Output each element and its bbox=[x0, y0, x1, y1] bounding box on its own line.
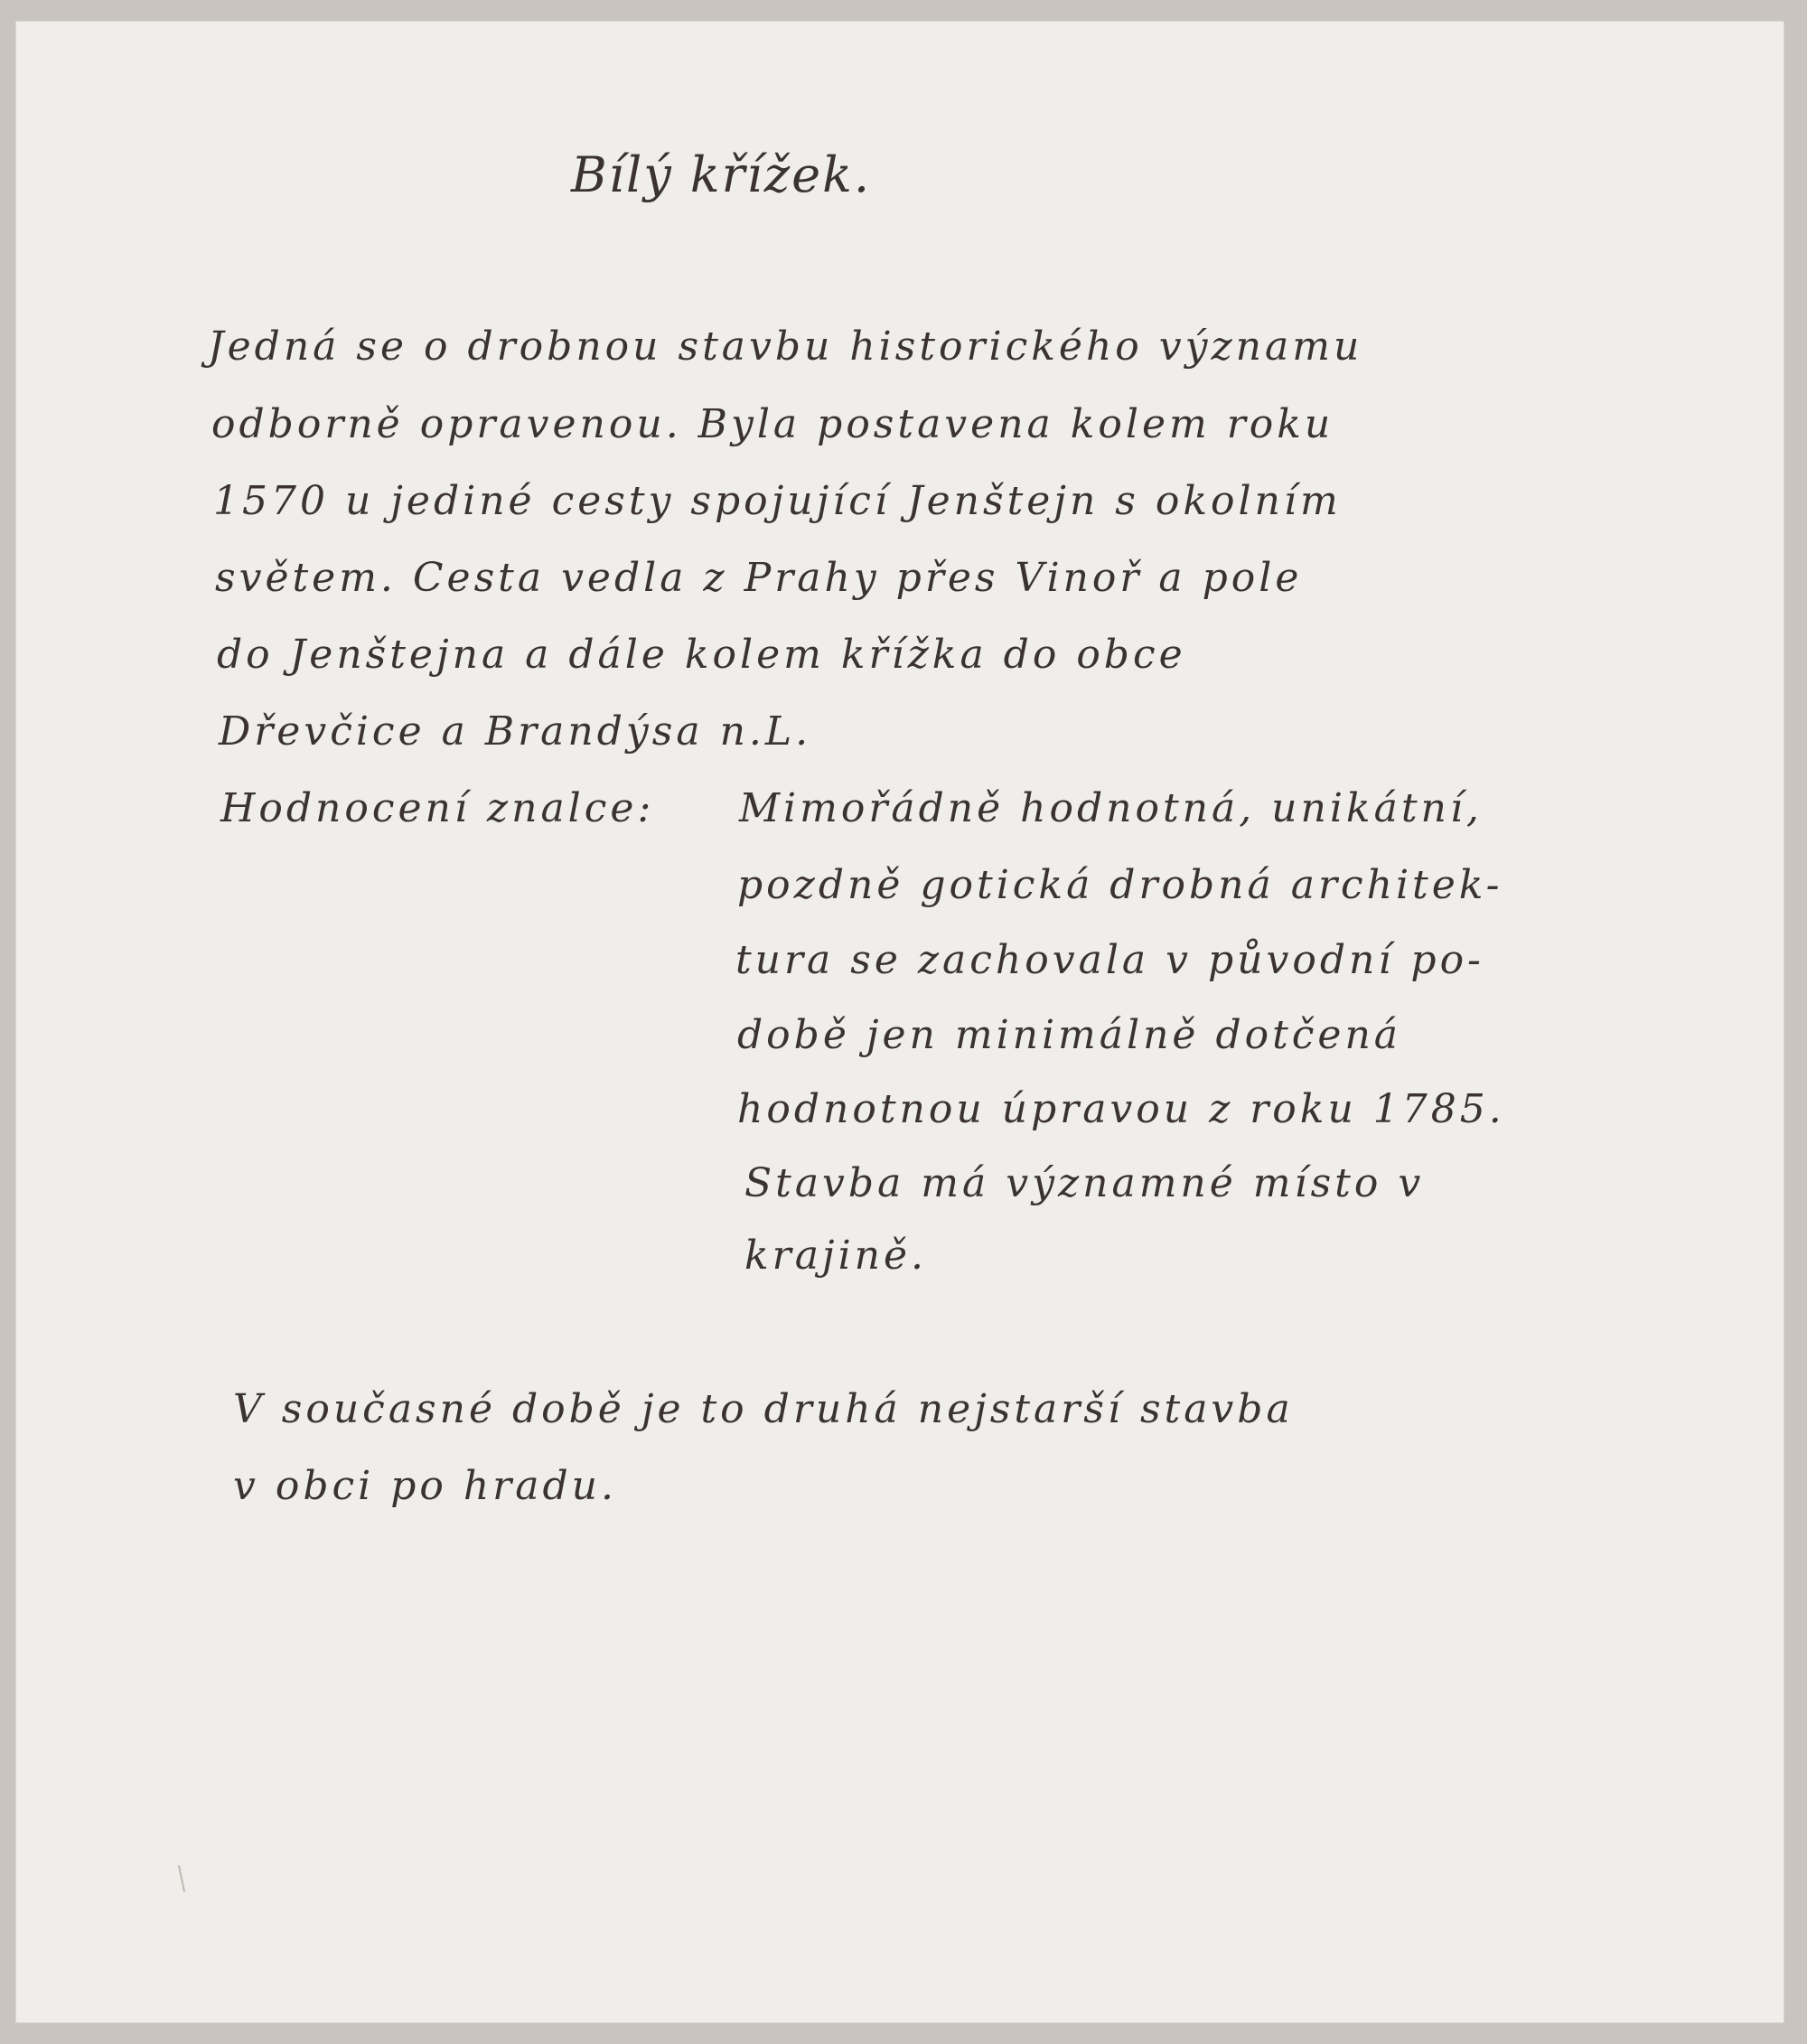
paragraph-1-line-4: světem. Cesta vedla z Prahy přes Vinoř a pole bbox=[215, 555, 1303, 601]
assessment-line-7: krajině. bbox=[744, 1233, 928, 1279]
assessment-line-4: době jen minimálně dotčená bbox=[737, 1012, 1402, 1058]
paragraph-1-line-3: 1570 u jediné cesty spojující Jenštejn s okolním bbox=[213, 478, 1342, 524]
paragraph-1-line-1: Jedná se o drobnou stavbu historického významu bbox=[208, 323, 1363, 370]
assessment-line-2: pozdně gotická drobná architek- bbox=[737, 862, 1503, 908]
paragraph-1-line-5: do Jenštejna a dále kolem křížka do obce bbox=[217, 632, 1186, 678]
assessment-line-6: Stavba má významné místo v bbox=[744, 1160, 1425, 1206]
paragraph-2-line-1: V současné době je to druhá nejstarší stavba bbox=[233, 1386, 1294, 1432]
assessment-line-3: tura se zachovala v původní po- bbox=[735, 937, 1484, 983]
assessment-line-5: hodnotnou úpravou z roku 1785. bbox=[737, 1086, 1505, 1132]
document-sheet bbox=[16, 22, 1784, 2022]
pencil-mark bbox=[178, 1865, 185, 1892]
paragraph-1-line-2: odborně opravenou. Byla postavena kolem roku bbox=[211, 401, 1334, 447]
paragraph-1-line-6: Dřevčice a Brandýsa n.L. bbox=[219, 708, 812, 755]
paragraph-2-line-2: v obci po hradu. bbox=[233, 1463, 617, 1509]
assessment-line-1: Mimořádně hodnotná, unikátní, bbox=[739, 785, 1483, 831]
document-title: Bílý křížek. bbox=[571, 146, 871, 203]
assessment-label: Hodnocení znalce: bbox=[220, 785, 655, 831]
